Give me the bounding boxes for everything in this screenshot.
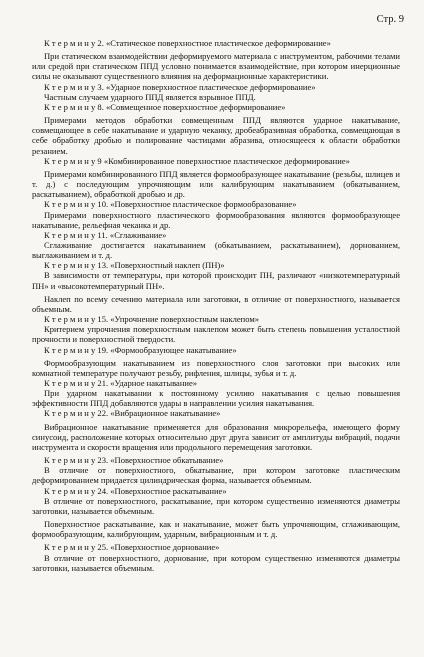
- page-number: Стр. 9: [376, 14, 404, 25]
- paragraph: Частным случаем ударного ППД является взрывное ППД.: [44, 91, 256, 102]
- paragraph: К т е р м и н у 15. «Упрочнение поверхностным наклепом»: [44, 314, 260, 325]
- paragraph: К т е р м и н у 11. «Сглаживание»: [44, 229, 167, 240]
- paragraph: К т е р м и н у 2. «Статическое поверхностное пластическое деформирование»: [44, 38, 331, 48]
- paragraph: При статическом взаимодействии деформируемого материала с инструментом, рабочими телами или средой при статическом ППД условно понимается взаимодействие, при котором инерционные силы не оказывают существенного влияния на деформационные характеристики.: [32, 51, 400, 82]
- paragraph: К т е р м и н у 22. «Вибрационное накатывание»: [44, 408, 221, 419]
- paragraph: В отличие от поверхностного, дорнование, при котором существенно изменяются диаметры заготовки, называется объемным.: [32, 552, 400, 573]
- paragraph: В отличие от поверхностного, раскатывание, при котором существенно изменяются диаметры заготовки, называется объемным.: [32, 495, 400, 516]
- paragraph: В зависимости от температуры, при которой происходит ПН, различают «низкотемпературный ПН» и «высокотемпературный ПН».: [32, 270, 400, 291]
- paragraph: К т е р м и н у 3. «Ударное поверхностное пластическое деформирование»: [44, 81, 316, 92]
- paragraph: Наклеп по всему сечению материала или заготовки, в отличие от поверхностного, называется объемным.: [32, 293, 400, 314]
- paragraph: В отличие от поверхностного, обкатывание, при котором заготовке пластическим деформированием придается цилиндрическая форма, называется объемным.: [32, 465, 400, 486]
- paragraph: Сглаживание достигается накатыванием (обкатыванием, раскатыванием), дорнованием, выглаживанием и т. д.: [32, 239, 400, 261]
- paragraph: К т е р м и н у 8. «Совмещенное поверхностное деформирование»: [44, 101, 286, 112]
- paragraph: Критерием упрочнения поверхностным наклепом может быть степень повышения усталостной прочности и поверхностной твердости.: [32, 324, 400, 345]
- paragraph: К т е р м и н у 23. «Поверхностное обкатывание»: [44, 455, 224, 466]
- paragraph: Примерами методов обработки совмещенным ППД являются ударное накатывание, совмещающее в себе накатывание и ударную чеканку, дробеабразивная обработка, совмещающая в себе обработку дробью и полирование частицами абразива, относящееся к области обработки резанием.: [32, 115, 400, 156]
- paragraph: Поверхностное раскатывание, как и накатывание, может быть упрочняющим, сглаживающим, формообразующим, калибрующим, ударным, вибрационным и т. д.: [32, 519, 400, 540]
- paragraph: К т е р м и н у 21. «Ударное накатывание»: [44, 378, 198, 388]
- paragraph: К т е р м и н у 19. «Формообразующее накатывание»: [44, 344, 237, 355]
- paragraph: Формообразующим накатыванием из поверхностного слоя заготовки при высоких или комнатной температуре получают резьбу, рифления, шлицы, зубья и т. д.: [32, 357, 400, 378]
- paragraph: К т е р м и н у 24. «Поверхностное раскатывание»: [44, 485, 227, 496]
- paragraph: Вибрационное накатывание применяется для образования микрорельефа, имеющего форму синусоид, расположение которых относительно друг друга зависит от амплитуды вибраций, подачи инструмента и скорости вращения или продольного перемещения заготовки.: [32, 421, 400, 452]
- paragraph: К т е р м и н у 13. «Поверхностный наклеп (ПН)»: [44, 260, 225, 271]
- document-body: [32, 38, 400, 573]
- paragraph: При ударном накатывании к постоянному усилию накатывания с целью повышения эффективности ППД добавляются удары в направлении усилия накатывания.: [32, 388, 400, 409]
- paragraph: К т е р м и н у 10. «Поверхностное пластическое формообразование»: [44, 199, 297, 210]
- paragraph: К т е р м и н у 9 «Комбинированное поверхностное пластическое деформирование»: [44, 155, 350, 166]
- paragraph: Примерами поверхностного пластического формообразования являются формообразующее накатывание, рельефная чеканка и др.: [32, 209, 400, 230]
- paragraph: Примерами комбинированного ППД является формообразующее накатывание (резьбы, шлицев и т. д.) с последующим упрочняющим или калибрующим накатыванием (обкатыванием, раскатыванием), обработкой дробью и др.: [32, 168, 400, 200]
- paragraph: К т е р м и н у 25. «Поверхностное дорнование»: [44, 542, 220, 553]
